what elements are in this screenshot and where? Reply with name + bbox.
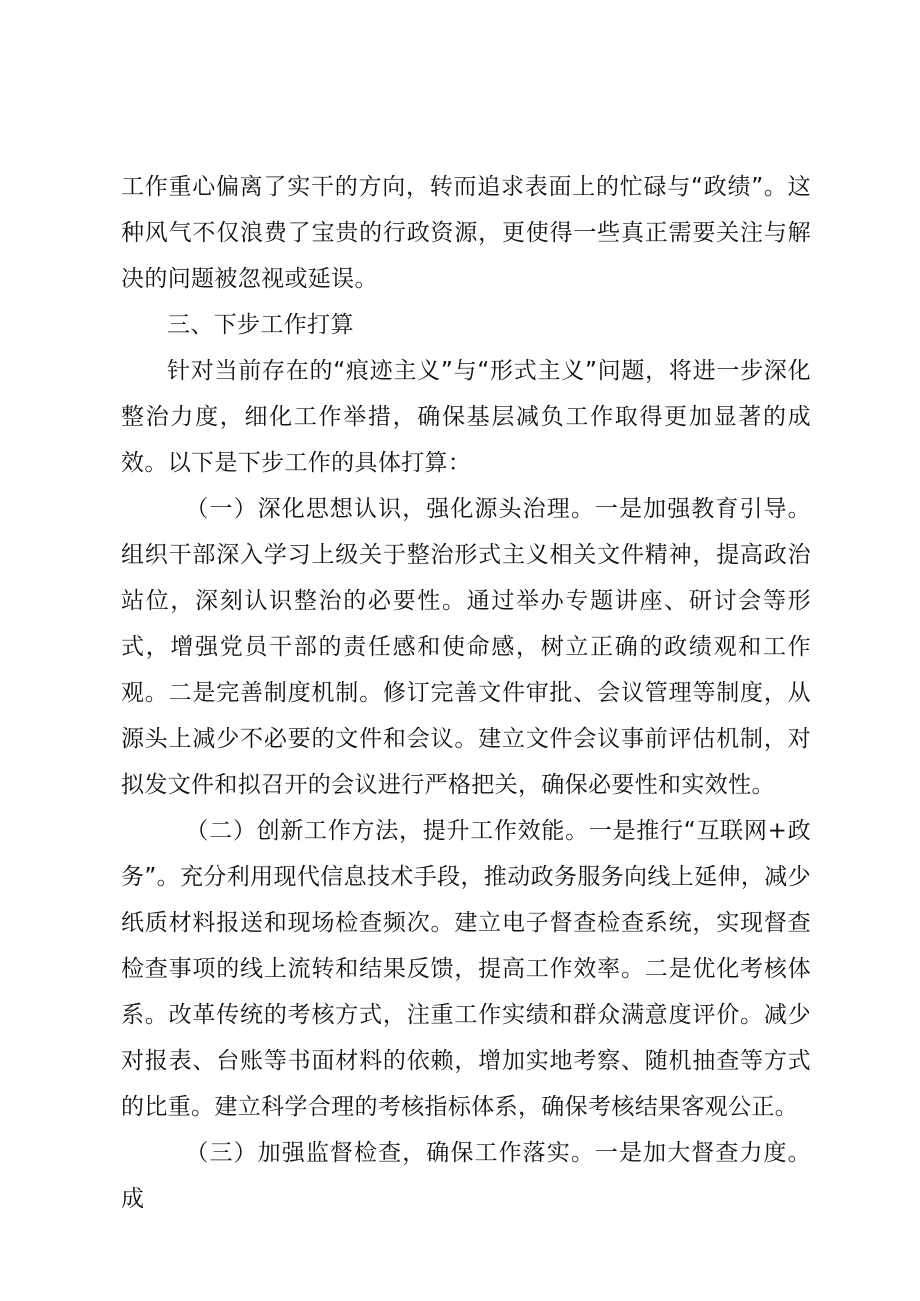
paragraph-item-2: （二）创新工作方法，提升工作效能。一是推行“互联网+政务”。充分利用现代信息技术手段，推动政务服务向线上延伸，减少纸质材料报送和现场检查频次。建立电子督查检查系统，实现督查检查事项的线上流转和结果反馈，提高工作效率。二是优化考核体系。改革传统的考核方式，注重工作实绩和群众满意度评价。减少对报表、台账等书面材料的依赖，增加实地考察、随机抽查等方式的比重。建立科学合理的考核指标体系，确保考核结果客观公正。	[121, 818, 811, 1120]
paragraph-continuation: 工作重心偏离了实干的方向，转而追求表面上的忙碌与“政绩”。这种风气不仅浪费了宝贵的行政资源，更使得一些真正需要关注与解决的问题被忽视或延误。	[121, 174, 811, 292]
paragraph-intro: 针对当前存在的“痕迹主义”与“形式主义”问题，将进一步深化整治力度，细化工作举措，确保基层减负工作取得更加显著的成效。以下是下步工作的具体打算：	[121, 358, 811, 476]
section-heading-next-steps: 三、下步工作打算	[167, 312, 354, 338]
document-body	[121, 164, 811, 1222]
paragraph-item-3: （三）加强监督检查，确保工作落实。一是加大督查力度。成	[121, 1140, 811, 1212]
paragraph-item-1: （一）深化思想认识，强化源头治理。一是加强教育引导。组织干部深入学习上级关于整治形式主义相关文件精神，提高政治站位，深刻认识整治的必要性。通过举办专题讲座、研讨会等形式，增强党员干部的责任感和使命感，树立正确的政绩观和工作观。二是完善制度机制。修订完善文件审批、会议管理等制度，从源头上减少不必要的文件和会议。建立文件会议事前评估机制，对拟发文件和拟召开的会议进行严格把关，确保必要性和实效性。	[121, 496, 811, 798]
